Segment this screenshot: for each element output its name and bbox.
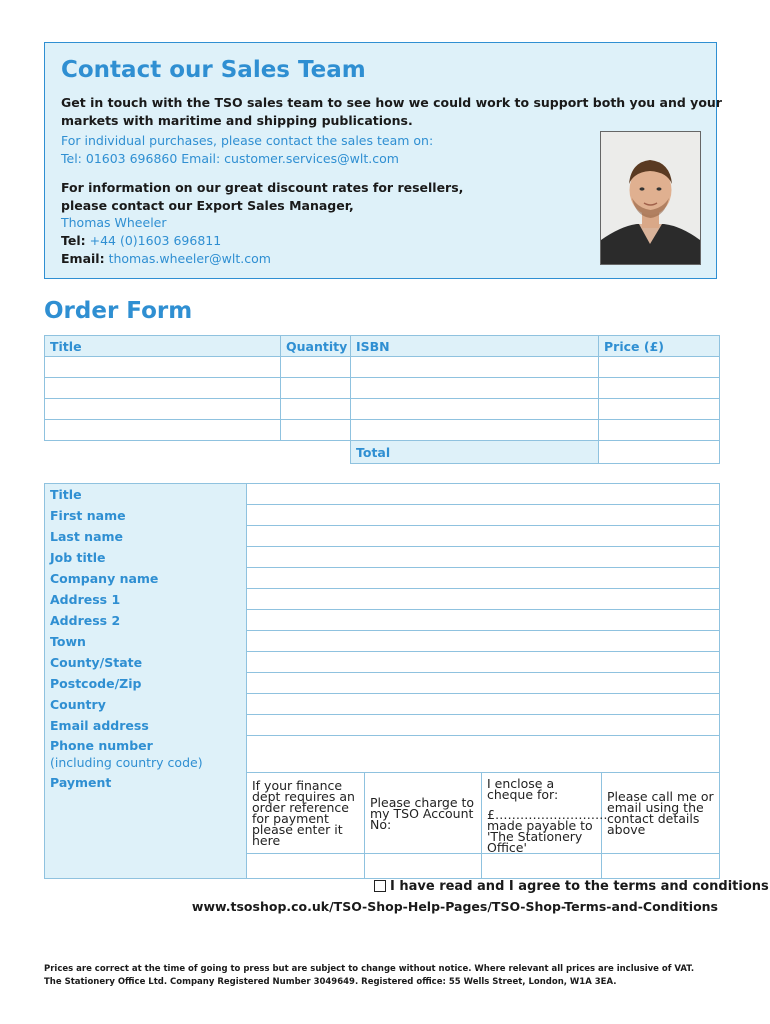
order-header-isbn: ISBN bbox=[351, 336, 599, 357]
order-title-cell[interactable] bbox=[45, 357, 281, 378]
order-quantity-cell[interactable] bbox=[281, 357, 351, 378]
individual-purchases-text: For individual purchases, please contact the sales team on: bbox=[61, 133, 434, 148]
payment-input-cheque[interactable] bbox=[482, 854, 602, 879]
contact-intro-1: Get in touch with the TSO sales team to see how we could work to support both you and your bbox=[61, 95, 722, 110]
details-label-email: Email address bbox=[45, 715, 247, 736]
footer-prices-note: Prices are correct at the time of going to press but are subject to change without notice. Where relevant all prices are inclusive of VAT. bbox=[44, 964, 695, 974]
order-row bbox=[45, 357, 720, 378]
order-price-cell[interactable] bbox=[599, 399, 720, 420]
footer-company-note: The Stationery Office Ltd. Company Registered Number 3049649. Registered office: 55 Wells Street, London, W1A 3EA. bbox=[44, 977, 617, 987]
order-title-cell[interactable] bbox=[45, 399, 281, 420]
order-title-cell[interactable] bbox=[45, 378, 281, 399]
manager-tel-value[interactable]: +44 (0)1603 696811 bbox=[89, 233, 222, 248]
order-isbn-cell[interactable] bbox=[351, 420, 599, 441]
order-header-title: Title bbox=[45, 336, 281, 357]
order-total-row bbox=[45, 441, 720, 464]
order-header-row bbox=[45, 336, 720, 357]
details-label-country: Country bbox=[45, 694, 247, 715]
details-input-address1[interactable] bbox=[247, 589, 720, 610]
order-quantity-cell[interactable] bbox=[281, 420, 351, 441]
cheque-line-1: I enclose a cheque for: bbox=[487, 776, 559, 802]
terms-label: I have read and I agree to the terms and conditions bbox=[390, 879, 769, 894]
contact-panel bbox=[44, 42, 722, 279]
order-price-cell[interactable] bbox=[599, 420, 720, 441]
details-label-first-name: First name bbox=[45, 505, 247, 526]
payment-input-callme[interactable] bbox=[602, 854, 720, 879]
details-input-company[interactable] bbox=[247, 568, 720, 589]
order-row bbox=[45, 420, 720, 441]
details-label-phone bbox=[45, 736, 247, 773]
details-input-address2[interactable] bbox=[247, 610, 720, 631]
order-quantity-cell[interactable] bbox=[281, 378, 351, 399]
order-price-cell[interactable] bbox=[599, 357, 720, 378]
phone-sublabel: (including country code) bbox=[50, 755, 203, 770]
order-isbn-cell[interactable] bbox=[351, 357, 599, 378]
details-input-last-name[interactable] bbox=[247, 526, 720, 547]
phone-label: Phone number bbox=[50, 738, 153, 753]
order-price-cell[interactable] bbox=[599, 378, 720, 399]
order-total-label: Total bbox=[351, 441, 599, 464]
terms-agreement bbox=[374, 879, 769, 894]
sales-tel-email: Tel: 01603 696860 Email: customer.services@wlt.com bbox=[61, 151, 399, 166]
payment-input-finance-ref[interactable] bbox=[247, 854, 365, 879]
customer-details-table bbox=[44, 483, 720, 879]
terms-link[interactable]: www.tsoshop.co.uk/TSO-Shop-Help-Pages/TSO-Shop-Terms-and-Conditions bbox=[191, 899, 718, 914]
order-row bbox=[45, 399, 720, 420]
order-total-value[interactable] bbox=[599, 441, 720, 464]
order-isbn-cell[interactable] bbox=[351, 399, 599, 420]
order-title-cell[interactable] bbox=[45, 420, 281, 441]
manager-tel-label: Tel: bbox=[61, 233, 86, 248]
details-input-country[interactable] bbox=[247, 694, 720, 715]
payment-option-callme: Please call me or email using the contact details above bbox=[602, 773, 720, 854]
details-input-phone[interactable] bbox=[247, 736, 720, 773]
manager-email-label: Email: bbox=[61, 251, 105, 266]
payment-option-account: Please charge to my TSO Account No: bbox=[365, 773, 482, 854]
manager-photo bbox=[600, 131, 701, 265]
payment-option-finance: If your finance dept requires an order reference for payment please enter it here bbox=[247, 773, 365, 854]
resellers-text-2: please contact our Export Sales Manager, bbox=[61, 198, 354, 213]
manager-tel bbox=[61, 232, 221, 250]
order-header-quantity: Quantity bbox=[281, 336, 351, 357]
details-input-postcode[interactable] bbox=[247, 673, 720, 694]
terms-checkbox[interactable] bbox=[374, 880, 386, 892]
details-input-county[interactable] bbox=[247, 652, 720, 673]
details-input-job-title[interactable] bbox=[247, 547, 720, 568]
details-label-title: Title bbox=[45, 484, 247, 505]
resellers-text-1: For information on our great discount rates for resellers, bbox=[61, 180, 464, 195]
manager-name: Thomas Wheeler bbox=[61, 215, 167, 230]
order-form-title: Order Form bbox=[44, 298, 193, 324]
manager-email bbox=[61, 250, 271, 268]
details-label-postcode: Postcode/Zip bbox=[45, 673, 247, 694]
order-header-price: Price (£) bbox=[599, 336, 720, 357]
order-row bbox=[45, 378, 720, 399]
order-isbn-cell[interactable] bbox=[351, 378, 599, 399]
details-input-title[interactable] bbox=[247, 484, 720, 505]
contact-intro-2: markets with maritime and shipping publications. bbox=[61, 113, 413, 128]
details-label-county: County/State bbox=[45, 652, 247, 673]
details-label-company: Company name bbox=[45, 568, 247, 589]
payment-input-account-no[interactable] bbox=[365, 854, 482, 879]
cheque-line-3: made payable to 'The Stationery Office' bbox=[487, 818, 593, 855]
details-label-last-name: Last name bbox=[45, 526, 247, 547]
contact-title: Contact our Sales Team bbox=[61, 57, 366, 83]
payment-option-cheque bbox=[482, 773, 608, 855]
details-label-job-title: Job title bbox=[45, 547, 247, 568]
details-input-town[interactable] bbox=[247, 631, 720, 652]
details-input-first-name[interactable] bbox=[247, 505, 720, 526]
details-input-email[interactable] bbox=[247, 715, 720, 736]
manager-email-value[interactable]: thomas.wheeler@wlt.com bbox=[108, 251, 271, 266]
order-table bbox=[44, 335, 720, 464]
details-label-payment: Payment bbox=[45, 773, 247, 879]
details-label-address1: Address 1 bbox=[45, 589, 247, 610]
details-label-address2: Address 2 bbox=[45, 610, 247, 631]
cheque-amount-line: £……………………… bbox=[487, 807, 608, 822]
details-label-town: Town bbox=[45, 631, 247, 652]
order-quantity-cell[interactable] bbox=[281, 399, 351, 420]
